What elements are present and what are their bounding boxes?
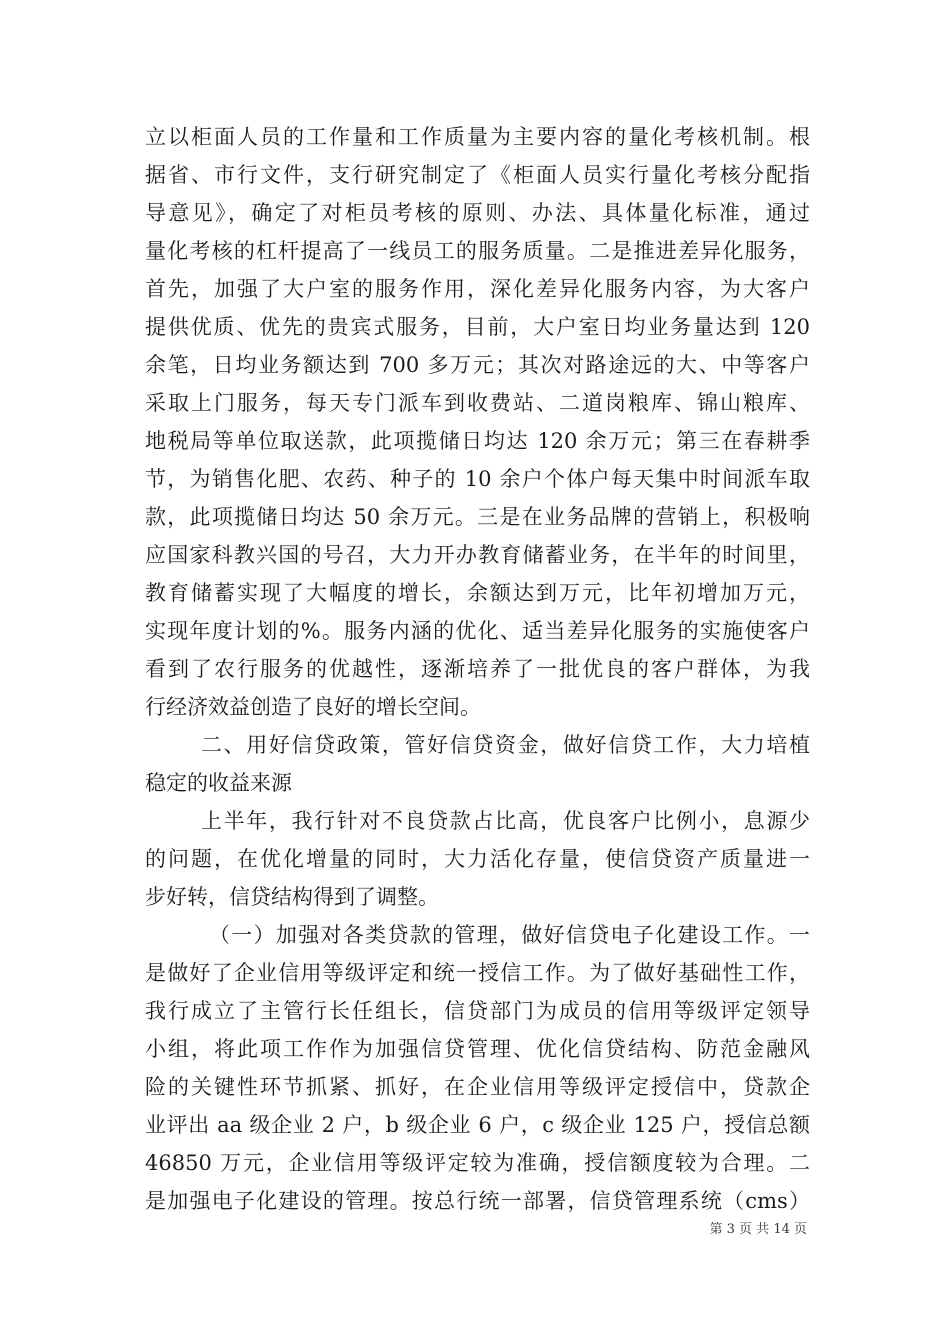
text-line: 是加强电子化建设的管理。按总行统一部署，信贷管理系统（cms） [145, 1189, 810, 1213]
text-line: 首先，加强了大户室的服务作用，深化差异化服务内容，为大客户 [145, 277, 810, 301]
section-heading-line: 二、用好信贷政策，管好信贷资金，做好信贷工作，大力培植 [201, 733, 810, 757]
text-line: 46850 万元，企业信用等级评定较为准确，授信额度较为合理。二 [145, 1151, 810, 1175]
section-heading-line: 稳定的收益来源 [145, 771, 292, 795]
text-line: 余笔，日均业务额达到 700 多万元；其次对路途远的大、中等客户 [145, 353, 810, 377]
page-number-footer: 第 3 页 共 14 页 [709, 1222, 807, 1237]
text-line: 据省、市行文件，支行研究制定了《柜面人员实行量化考核分配指 [145, 163, 810, 187]
text-line: 节，为销售化肥、农药、种子的 10 余户个体户每天集中时间派车取 [145, 467, 810, 491]
text-line: 险的关键性环节抓紧、抓好，在企业信用等级评定授信中，贷款企 [145, 1075, 810, 1099]
text-line: 行经济效益创造了良好的增长空间。 [145, 695, 481, 719]
text-line: 地税局等单位取送款，此项揽储日均达 120 余万元；第三在春耕季 [145, 429, 810, 453]
text-line: 上半年，我行针对不良贷款占比高，优良客户比例小，息源少 [201, 809, 810, 833]
body-text [145, 118, 810, 1220]
text-line: 是做好了企业信用等级评定和统一授信工作。为了做好基础性工作， [145, 961, 810, 985]
text-line: 业评出 aa 级企业 2 户，b 级企业 6 户，c 级企业 125 户，授信总额 [145, 1113, 810, 1137]
text-line: 采取上门服务，每天专门派车到收费站、二道岗粮库、锦山粮库、 [145, 391, 810, 415]
text-line: 应国家科教兴国的号召，大力开办教育储蓄业务，在半年的时间里， [145, 543, 810, 567]
text-line: 步好转，信贷结构得到了调整。 [145, 885, 439, 909]
text-line: 我行成立了主管行长任组长，信贷部门为成员的信用等级评定领导 [145, 999, 810, 1023]
text-line: 提供优质、优先的贵宾式服务，目前，大户室日均业务量达到 120 [145, 315, 810, 339]
text-line: 实现年度计划的%。服务内涵的优化、适当差异化服务的实施使客户 [145, 619, 810, 643]
text-line: 小组，将此项工作作为加强信贷管理、优化信贷结构、防范金融风 [145, 1037, 810, 1061]
text-line: 款，此项揽储日均达 50 余万元。三是在业务品牌的营销上，积极响 [145, 505, 810, 529]
subsection-heading-line: （一）加强对各类贷款的管理，做好信贷电子化建设工作。一 [209, 923, 810, 947]
text-line: 导意见》，确定了对柜员考核的原则、办法、具体量化标准，通过 [145, 201, 810, 225]
text-line: 立以柜面人员的工作量和工作质量为主要内容的量化考核机制。根 [145, 125, 810, 149]
text-line: 看到了农行服务的优越性，逐渐培养了一批优良的客户群体，为我 [145, 657, 810, 681]
text-line: 量化考核的杠杆提高了一线员工的服务质量。二是推进差异化服务， [145, 239, 810, 263]
text-line: 的问题，在优化增量的同时，大力活化存量，使信贷资产质量进一 [145, 847, 810, 871]
text-line: 教育储蓄实现了大幅度的增长，余额达到万元，比年初增加万元， [145, 581, 810, 605]
